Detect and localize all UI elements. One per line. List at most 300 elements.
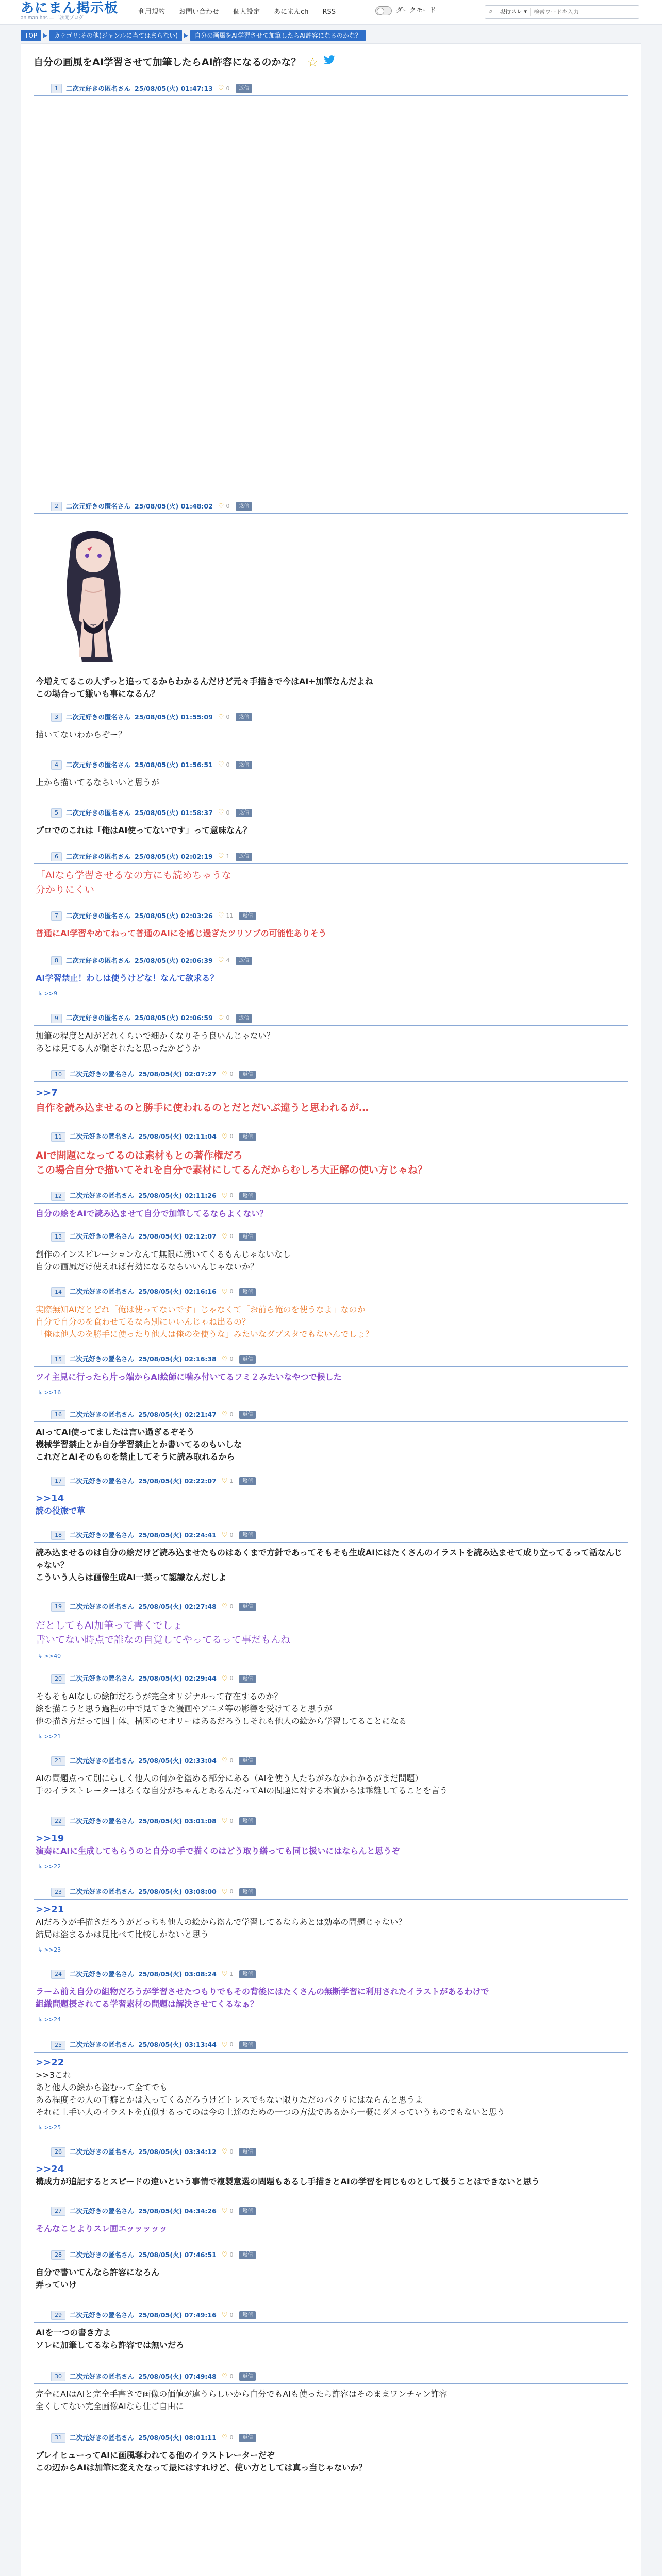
dark-mode-label: ダークモード [396,7,436,14]
post-body [34,1371,628,1383]
breadcrumb-top[interactable]: TOP [21,30,41,41]
post-body [34,2057,628,2119]
post-text: 読の役旅で草 [36,1506,86,1516]
post [34,1012,628,1057]
post-date: 25/08/05(火) 07:49:48 [138,2372,217,2380]
like-count: 0 [229,2251,234,2258]
reply-link[interactable]: >>16 [44,1388,61,1396]
reply-button[interactable]: 返信 [239,2207,256,2215]
toggle-switch-icon[interactable] [375,6,392,15]
like-count: 1 [229,1970,234,1977]
nav-settings[interactable]: 個人設定 [233,8,260,16]
reply-arrow-icon: ↳ [38,1863,44,1870]
heart-icon[interactable]: ♡ [221,1411,228,1419]
like-count: 0 [229,1233,234,1240]
post-author: 二次元好きの匿名さん [70,1817,135,1825]
post-date: 25/08/05(火) 01:55:09 [135,713,213,721]
reply-button[interactable]: 返信 [239,1355,256,1364]
reply-button[interactable]: 返信 [239,1817,256,1825]
post-date: 25/08/05(火) 02:22:07 [138,1477,217,1485]
reply-anchor-link[interactable]: >>24 [36,2164,64,2175]
heart-icon[interactable]: ♡ [221,1970,228,1978]
reply-button[interactable]: 返信 [236,713,252,721]
reply-anchor-link[interactable]: >>7 [36,1087,58,1098]
reply-link[interactable]: >>24 [44,2016,61,2023]
post-author: 二次元好きの匿名さん [70,2207,135,2215]
post-number[interactable]: 29 [51,2311,65,2320]
post [34,500,628,702]
reply-button[interactable]: 返信 [236,957,252,965]
post-text: 完全にAIはAIと完全手書きで画像の価値が違うらしいから自分でもAIも使ったら許容はそのままワンチャン許容 全くしてない完全画像AIなら仕ご自由に [36,2389,448,2411]
like-count: 0 [229,2372,234,2380]
reply-button[interactable]: 返信 [239,1192,256,1200]
reply-arrow-icon: ↳ [38,2124,44,2131]
like-count: 0 [226,761,230,768]
post-body [34,1986,628,2010]
post-header [34,2248,628,2262]
post-number[interactable]: 1 [51,84,62,93]
breadcrumb [21,30,366,41]
post-header [34,500,628,513]
heart-icon[interactable]: ♡ [221,1603,228,1611]
post-number[interactable]: 9 [51,1014,62,1023]
heart-icon[interactable]: ♡ [221,2372,228,2381]
post-date: 25/08/05(火) 02:24:41 [138,1531,217,1539]
post-divider [34,1025,628,1026]
post-number[interactable]: 3 [51,713,62,722]
post [34,2370,628,2415]
heart-icon[interactable]: ♡ [221,1477,228,1485]
post-header [34,1475,628,1488]
post [34,1408,628,1465]
post-author: 二次元好きの匿名さん [70,1602,135,1611]
heart-icon[interactable]: ♡ [221,1132,228,1141]
post-date: 25/08/05(火) 02:27:48 [138,1602,217,1611]
heart-icon[interactable]: ♡ [221,1757,228,1765]
reply-button[interactable]: 返信 [239,1757,256,1765]
reply-button[interactable]: 返信 [236,1014,252,1023]
post-date: 25/08/05(火) 01:47:13 [135,84,213,92]
like-count: 0 [229,1757,234,1764]
post-body [34,1547,628,1584]
reply-indicator[interactable] [34,990,628,998]
heart-icon[interactable]: ♡ [221,1355,228,1363]
post-text: 加筆の程度とAIがどれくらいで細かくなりそう良いんじゃない？ あとは見てる人が騙されたと思ったかどうか [36,1030,275,1053]
post-author: 二次元好きの匿名さん [70,1070,135,1078]
post-header [34,954,628,968]
like-count: 0 [229,1288,234,1295]
heart-icon[interactable]: ♡ [218,502,224,511]
post-number[interactable]: 4 [51,760,62,770]
breadcrumb-thread[interactable]: 自分の画風をAI学習させて加筆したらAI許容になるのかな？ [190,30,366,41]
post-author: 二次元好きの匿名さん [66,713,131,721]
breadcrumb-category[interactable]: カテゴリ:その他(ジャンルに当てはまらない) [49,30,181,41]
post-number[interactable]: 28 [51,2250,65,2260]
post-number[interactable]: 31 [51,2433,65,2443]
post-number[interactable]: 11 [51,1132,65,1142]
reply-button[interactable]: 返信 [239,1970,256,1978]
heart-icon[interactable]: ♡ [218,761,224,769]
reply-link[interactable]: >>40 [44,1653,61,1659]
post-image[interactable] [36,518,151,672]
post-number[interactable]: 7 [51,911,62,921]
heart-icon[interactable]: ♡ [221,2434,228,2442]
post-number[interactable]: 27 [51,2207,65,2216]
post-body [34,1208,628,1220]
post-header [34,2309,628,2322]
like-count: 0 [229,1675,234,1682]
post-header [34,1068,628,1081]
reply-button[interactable]: 返信 [239,2311,256,2319]
post-body [34,1248,628,1273]
post-text: プレイヒューってAIに画風奪われてる他のイラストレーターだぞ この辺からAIは加筆に変えたなって最にはすれけど、使い方としては真っ当じゃないか？ [36,2450,367,2472]
heart-icon[interactable]: ♡ [218,957,224,965]
post-author: 二次元好きの匿名さん [70,1192,135,1200]
post-body [34,1618,628,1647]
post-divider [34,2383,628,2384]
like-count: 0 [229,1411,234,1418]
nav-terms[interactable]: 利用規約 [138,8,166,16]
like-count: 1 [229,1477,234,1484]
breadcrumb-separator-icon: ▶ [184,31,189,39]
search-box [485,5,639,19]
post-header [34,1968,628,1981]
reply-button[interactable]: 返信 [239,912,256,920]
post-author: 二次元好きの匿名さん [70,1287,135,1296]
dark-mode-toggle[interactable] [375,6,436,16]
like-count: 0 [229,1071,234,1078]
post [34,1068,628,1117]
reply-indicator[interactable] [34,1862,628,1871]
post [34,1815,628,1873]
star-icon[interactable]: ☆ [307,55,319,70]
reply-anchor-link[interactable]: >>19 [36,1833,64,1844]
like-count: 0 [229,1603,234,1610]
post-text: そもそもAIなしの絵師だろうが完全オリジナルって存在するのか？ 絵を描こうと思う過程の中で見てきた漫画やアニメ等の影響を受けてると思うが 他の描き方だって四十体、構図のセオリーはあるだろうしそれも他人の絵から学習してることになる [36,1691,407,1726]
post [34,1190,628,1222]
post-text: プロでのこれは「俺はAI使ってないです」って意味なん？ [36,825,252,835]
heart-icon[interactable]: ♡ [221,1817,228,1825]
post-text: 上から描いてるならいいと思うが [36,777,160,787]
post-text: 自作を読み込ませるのと勝手に使われるのとだとだいぶ違うと思われるが… [36,1101,369,1113]
heart-icon[interactable]: ♡ [221,1674,228,1683]
reply-button[interactable]: 返信 [236,809,252,817]
reply-button[interactable]: 返信 [239,2148,256,2156]
heart-icon[interactable]: ♡ [218,84,224,93]
post-number[interactable]: 21 [51,1756,65,1766]
post-number[interactable]: 10 [51,1070,65,1079]
reply-button[interactable]: 返信 [239,1477,256,1485]
post-date: 25/08/05(火) 03:08:00 [138,1888,217,1896]
post-text: 自分の絵をAIで読み込ませて自分で加筆してるならよくない？ [36,1208,268,1218]
heart-icon[interactable]: ♡ [218,713,224,721]
post-number[interactable]: 16 [51,1410,65,1419]
post [34,2039,628,2134]
post [34,710,628,743]
reply-link[interactable]: >>21 [44,1733,61,1740]
post-author: 二次元好きの匿名さん [66,911,131,920]
post-divider [34,1899,628,1900]
heart-icon[interactable]: ♡ [218,912,224,920]
reply-button[interactable]: 返信 [239,2434,256,2442]
post-text: 読み込ませるのは自分の絵だけど読み込ませたものはあくまで方針であってそもそも生成AIにはたくさんのイラストを読み込ませて成り立ってるって話なんじゃない？ こういう人らは画像生成AI一葉って認識なんだしよ [36,1548,622,1582]
post-number[interactable]: 17 [51,1477,65,1486]
logo-subtext: animan bbs ― 二次元ブログ [21,15,84,21]
post-body [34,1426,628,1463]
post-text: 演奏にAIに生成してもらうのと自分の手で描くのはどう取り繕っても同じ扱いにはならんと思うぞ [36,1846,400,1856]
post-number[interactable]: 25 [51,2041,65,2050]
reply-link[interactable]: >>25 [44,2124,61,2131]
thread-title-text: 自分の画風をAI学習させて加筆したらAI許容になるのかな？ [34,56,301,68]
post [34,909,628,942]
like-count: 0 [226,84,230,92]
post-number[interactable]: 18 [51,1531,65,1540]
post-author: 二次元好きの匿名さん [70,2147,135,2156]
thread-title [34,53,641,72]
post [34,1130,628,1179]
post-author: 二次元好きの匿名さん [70,1410,135,1418]
post-header [34,1285,628,1299]
post-number[interactable]: 15 [51,1355,65,1364]
reply-button[interactable]: 返信 [239,1411,256,1419]
post-author: 二次元好きの匿名さん [70,2041,135,2049]
reply-button[interactable]: 返信 [239,2251,256,2259]
reply-button[interactable]: 返信 [236,84,252,93]
post-divider [34,513,628,514]
reply-link[interactable]: >>23 [44,1946,61,1953]
post-number[interactable]: 24 [51,1970,65,1979]
heart-icon[interactable]: ♡ [221,2311,228,2319]
post-header [34,850,628,863]
post [34,850,628,899]
post-date: 25/08/05(火) 07:49:16 [138,2311,217,2319]
post-header [34,1886,628,1899]
post-date: 25/08/05(火) 02:06:59 [135,1014,213,1022]
post-author: 二次元好きの匿名さん [70,1477,135,1485]
heart-icon[interactable]: ♡ [218,809,224,817]
nav-animanch[interactable]: あにまんch [274,8,309,16]
post-author: 二次元好きの匿名さん [66,84,131,92]
post [34,2205,628,2237]
post-header [34,2431,628,2445]
post-header [34,1529,628,1542]
post-header [34,1408,628,1421]
reply-indicator[interactable] [34,2015,628,2024]
post-list [21,500,641,2476]
post-author: 二次元好きの匿名さん [66,808,131,817]
post-text: だとしてもAI加筆って書くでしょ 書いてない時点で誰なの自覚してやってるって事だもんね [36,1620,291,1646]
post-number[interactable]: 13 [51,1232,65,1242]
post-date: 25/08/05(火) 02:16:38 [138,1355,217,1363]
heart-icon[interactable]: ♡ [221,2251,228,2259]
heart-icon[interactable]: ♡ [221,2148,228,2156]
like-count: 0 [229,1531,234,1538]
reply-arrow-icon: ↳ [38,1946,44,1953]
heart-icon[interactable]: ♡ [221,1287,228,1296]
header-nav [138,7,350,18]
reply-button[interactable]: 返信 [236,761,252,769]
post-divider [34,1203,628,1204]
post-header [34,1353,628,1366]
heart-icon[interactable]: ♡ [221,1531,228,1539]
post [34,1600,628,1663]
search-icon[interactable]: ⌕ [489,8,493,16]
post-number[interactable]: 19 [51,1602,65,1612]
heart-icon[interactable]: ♡ [221,1232,228,1241]
nav-rss[interactable]: RSS [322,8,336,16]
post [34,2309,628,2353]
post-text: AIってAI使ってましたは言い過ぎるぞそう 機械学習禁止とか自分学習禁止とか書いてるのもいしな これだとAIそのものを禁止してそうに読み取れるから [36,1427,242,1462]
heart-icon[interactable]: ♡ [221,2207,228,2215]
reply-button[interactable]: 返信 [239,1071,256,1079]
post-number[interactable]: 22 [51,1817,65,1826]
post-text: 自分で書いてんなら許容になろん 弄っていけ [36,2267,160,2290]
post-body [34,776,628,789]
reply-anchor-link[interactable]: >>21 [36,1904,64,1915]
reply-link[interactable]: >>9 [44,990,58,997]
search-input[interactable] [531,9,639,15]
post-author: 二次元好きの匿名さん [70,1674,135,1683]
post-header [34,2039,628,2052]
like-count: 0 [229,2148,234,2155]
reply-anchor-link[interactable]: >>14 [36,1493,64,1504]
reply-indicator[interactable] [34,1733,628,1741]
post-body [34,1772,628,1797]
post [34,1353,628,1399]
reply-indicator[interactable] [34,1652,628,1661]
reply-anchor-link[interactable]: >>22 [36,2057,64,2068]
post-number[interactable]: 14 [51,1287,65,1297]
heart-icon[interactable]: ♡ [218,1014,224,1022]
heart-icon[interactable]: ♡ [221,1888,228,1896]
post-body [34,1030,628,1055]
post-header [34,1130,628,1144]
post [34,2248,628,2293]
post-date: 25/08/05(火) 01:48:02 [135,502,213,510]
like-count: 0 [229,2041,234,2048]
post-number[interactable]: 20 [51,1674,65,1684]
post-date: 25/08/05(火) 03:13:44 [138,2041,217,2049]
reply-indicator[interactable] [34,2124,628,2132]
post-text: AIで問題になってるのは素材もとの著作権だろ この場合自分で描いてそれを自分で素材にしてるんだからむしろ大正解の使い方じゃね？ [36,1149,428,1176]
thread-content [21,43,641,2576]
post-number[interactable]: 23 [51,1888,65,1897]
post-body-empty [34,100,628,487]
post-text: 普通にAI学習やめてねって普通のAIにを感じ過ぎたツリソブの可能性ありそう [36,928,327,938]
reply-indicator[interactable] [34,1388,628,1397]
twitter-share-icon[interactable] [323,55,336,70]
post-date: 25/08/05(火) 03:08:24 [138,1970,217,1978]
post-date: 25/08/05(火) 02:33:04 [138,1756,217,1765]
reply-button[interactable]: 返信 [239,1288,256,1296]
like-count: 1 [226,853,230,860]
reply-arrow-icon: ↳ [38,1388,44,1396]
post-header [34,758,628,772]
post-date: 25/08/05(火) 02:16:16 [138,1287,217,1296]
post-divider [34,1542,628,1543]
post-header [34,82,628,95]
like-count: 0 [226,502,230,510]
site-logo[interactable] [21,2,118,21]
nav-contact[interactable]: お問い合わせ [179,8,220,16]
heart-icon[interactable]: ♡ [221,1192,228,1200]
post-date: 25/08/05(火) 04:34:26 [138,2207,217,2215]
post-number[interactable]: 30 [51,2372,65,2381]
reply-link[interactable]: >>22 [44,1863,61,1870]
post-date: 25/08/05(火) 02:11:04 [138,1132,217,1141]
like-count: 0 [229,2434,234,2441]
post-author: 二次元好きの匿名さん [66,956,131,964]
post-date: 25/08/05(火) 08:01:11 [138,2433,217,2442]
reply-button[interactable]: 返信 [239,1233,256,1241]
post-text: そんなことよりスレ画エッッッッッ [36,2224,168,2233]
post-number[interactable]: 5 [51,808,62,818]
post-header [34,2205,628,2218]
reply-button[interactable]: 返信 [236,502,252,511]
post-body [34,1086,628,1115]
post-divider [34,863,628,864]
post-header [34,710,628,724]
post-body [34,2266,628,2291]
post-body [34,2449,628,2474]
post [34,2145,628,2190]
post-date: 25/08/05(火) 02:02:19 [135,852,213,860]
post-body [34,824,628,837]
reply-button[interactable]: 返信 [239,1133,256,1141]
post-author: 二次元好きの匿名さん [66,502,131,510]
reply-button[interactable]: 返信 [239,2041,256,2049]
post-number[interactable]: 2 [51,502,62,511]
post [34,1285,628,1343]
post-text: ラーム前え自分の組物だろうが学習させたつもりでもその背後にはたくさんの無断学習に利用されたイラストがあるわけで 組織問題摂されてる学習素材の問題は解決させてくるなぁ？ [36,1987,489,2009]
post-number[interactable]: 26 [51,2147,65,2157]
post-date: 25/08/05(火) 03:01:08 [138,1817,217,1825]
reply-button[interactable]: 返信 [236,853,252,861]
like-count: 0 [229,1355,234,1363]
post-text: AIを一つの書き方よ ソレに加筆してるなら許容では無いだろ [36,2328,185,2350]
post [34,1529,628,1586]
heart-icon[interactable]: ♡ [218,853,224,861]
post-header [34,2145,628,2159]
post-number[interactable]: 12 [51,1192,65,1201]
reply-button[interactable]: 返信 [239,1675,256,1683]
post-author: 二次元好きの匿名さん [70,2311,135,2319]
post-author: 二次元好きの匿名さん [70,1756,135,1765]
post-header [34,1190,628,1203]
post-number[interactable]: 6 [51,852,62,861]
post-date: 25/08/05(火) 01:58:37 [135,808,213,817]
heart-icon[interactable]: ♡ [221,2041,228,2049]
post-date: 25/08/05(火) 02:03:26 [135,911,213,920]
post [34,1672,628,1743]
reply-button[interactable]: 返信 [239,1531,256,1539]
reply-button[interactable]: 返信 [239,2372,256,2381]
post-divider [34,2322,628,2323]
breadcrumb-separator-icon: ▶ [43,31,48,39]
post-header [34,1672,628,1686]
reply-indicator[interactable] [34,1946,628,1955]
post-number[interactable]: 8 [51,956,62,965]
reply-button[interactable]: 返信 [239,1888,256,1896]
post [34,1754,628,1799]
post-body [34,1303,628,1341]
reply-button[interactable]: 返信 [239,1603,256,1611]
post-body [34,1690,628,1727]
post-divider [34,1366,628,1367]
search-scope-select[interactable]: 現行スレ ▾ [496,8,531,16]
heart-icon[interactable]: ♡ [221,1070,228,1078]
post-divider [34,1081,628,1082]
